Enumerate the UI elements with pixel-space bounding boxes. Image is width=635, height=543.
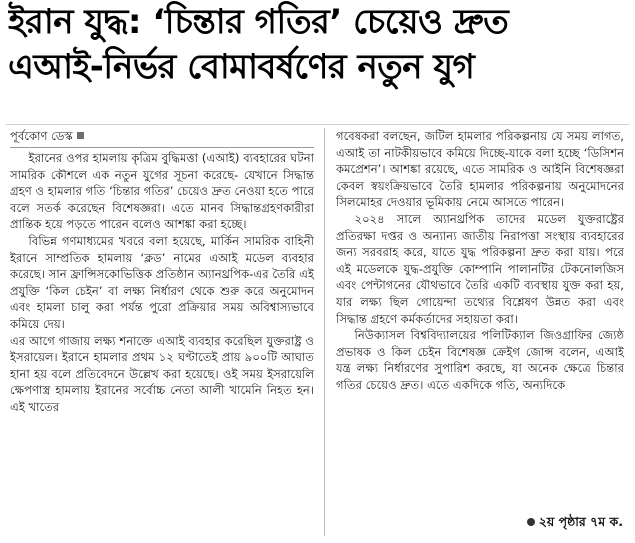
headline-line-2: এআই-নির্ভর বোমাবর্ষণের নতুন যুগ <box>8 47 475 87</box>
headline <box>8 0 628 90</box>
paragraph: নিউক্যাসল বিশ্ববিদ্যালয়ের পলিটিক্যাল জিওগ্রাফির জ্যেষ্ঠ প্রভাষক ও কিল চেইন বিশেষজ্ঞ ক্রেইগ জোন্স বলেন, এআই যন্ত্র লক্ষ্য নির্ধারণের সুপারিশ করছে, যা অনেক ক্ষেত্রে চিন্তার গতির চেয়েও দ্রুত। এতে একদিকে গতি, অন্যদিকে <box>336 328 624 392</box>
paragraph: ইরানের ওপর হামলায় কৃত্রিম বুদ্ধিমত্তা (এআই) ব্যবহারের ঘটনা সামরিক কৌশলে এক নতুন যুগের সূচনা করেছে- যেখানে সিদ্ধান্ত গ্রহণ ও হামলার গতি ‘চিন্তার গতির’ চেয়েও দ্রুত নেওয়া হতে পারে বলে সতর্ক করেছেন বিশেষজ্ঞরা। এতে মানব সিদ্ধান্তগ্রহণকারীরা প্রান্তিক হয়ে পড়তে পারেন বলেও আশঙ্কা করা হচ্ছে। <box>10 151 314 232</box>
byline <box>10 128 314 144</box>
column-divider <box>324 128 325 536</box>
bullet-icon <box>527 518 535 526</box>
paragraph: গবেষকরা বলছেন, জটিল হামলার পরিকল্পনায় যে সময় লাগত, এআই তা নাটকীয়ভাবে কমিয়ে দিচ্ছে-যাকে বলা হচ্ছে ‘ডিসিশন কমপ্রেশন’। আশঙ্কা রয়েছে, এতে সামরিক ও আইনি বিশেষজ্ঞরা কেবল স্বয়ংক্রিয়ভাবে তৈরি হামলার পরিকল্পনায় অনুমোদনের সিলমোহর দেওয়ার ভূমিকায় নেমে আসতে পারেন। <box>336 129 624 210</box>
article-column-left <box>10 128 314 416</box>
continued-text: ২য় পৃষ্ঠার ৭ম ক. <box>538 514 623 529</box>
headline-line-1: ইরান যুদ্ধ: ‘চিন্তার গতির’ চেয়েও দ্রুত <box>8 2 509 42</box>
article-column-right <box>336 128 624 394</box>
byline-square-icon <box>77 132 84 139</box>
byline-rule <box>10 147 314 148</box>
byline-text: পূর্বকোণ ডেস্ক <box>10 129 73 143</box>
paragraph: ২০২৪ সালে অ্যানথ্রপিক তাদের মডেল যুক্তরাষ্ট্রের প্রতিরক্ষা দপ্তর ও অন্যান্য জাতীয় নিরাপত্তা সংস্থায় ব্যবহারের জন্য সরবরাহ করে, যাতে যুদ্ধ পরিকল্পনা দ্রুত করা যায়। পরে এই মডেলকে যুদ্ধ-প্রযুক্তি কোম্পানি পালানটির টেকনোলজিস এবং পেন্টাগনের যৌথভাবে তৈরি একটি ব্যবস্থায় যুক্ত করা হয়, যার লক্ষ্য ছিল গোয়েন্দা তথ্যের বিশ্লেষণ উন্নত করা এবং সিদ্ধান্ত গ্রহণে কর্মকর্তাদের সহায়তা করা। <box>336 211 624 326</box>
headline-divider <box>6 124 629 125</box>
paragraph: বিভিন্ন গণমাধ্যমের খবরে বলা হয়েছে, মার্কিন সামরিক বাহিনী ইরানে সাম্প্রতিক হামলায় ‘ক্লড’ নামের এআই মডেল ব্যবহার করেছে। সান ফ্রান্সিসকোভিত্তিক প্রতিষ্ঠান অ্যানথ্রপিক-এর তৈরি এই প্রযুক্তি ‘কিল চেইন’ বা লক্ষ্য নির্ধারণ থেকে শুরু করে অনুমোদন এবং হামলা চালু করা পর্যন্ত পুরো প্রক্রিয়ার সময় অবিশ্বাস্যভাবে কমিয়ে দেয়। <box>10 233 314 331</box>
paragraph: এর আগে গাজায় লক্ষ্য শনাক্তে এআই ব্যবহার করেছিল যুক্তরাষ্ট্র ও ইসরায়েল। ইরানে হামলার প্রথম ১২ ঘণ্টাতেই প্রায় ৯০০টি আঘাত হানা হয় বলে প্রতিবেদনে উল্লেখ করা হয়েছে। ওই সময় ইসরায়েলি ক্ষেপণাস্ত্র হামলায় ইরানের সর্বোচ্চ নেতা আলী খামেনি নিহত হন। এই খাতের <box>10 333 314 414</box>
continued-on-page <box>527 514 623 534</box>
